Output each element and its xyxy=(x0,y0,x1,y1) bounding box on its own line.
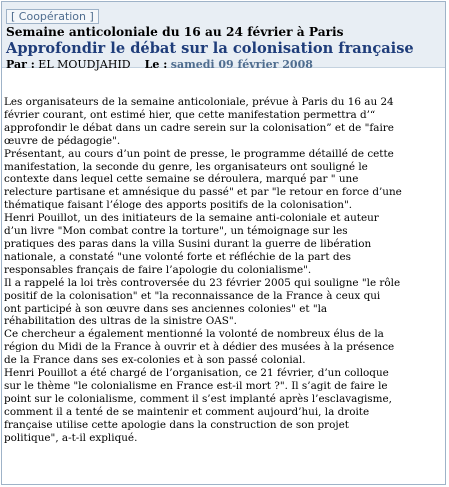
article-line: Les organisateurs de la semaine anticoloniale, prévue à Paris du 16 au 24 xyxy=(4,96,394,108)
article-line: thématique faisant l’éloge des apports positifs de la colonisation". xyxy=(4,199,353,212)
article-line: Présentant, au cours d’un point de presse, le programme détaillé de cette xyxy=(4,147,394,160)
article-line: de la France dans ses ex-colonies et à son passé colonial. xyxy=(4,354,306,367)
article-line: française utilise cette apologie dans la construction de son projet xyxy=(4,418,349,431)
article-line: Ce chercheur a également mentionné la volonté de nombreux élus de la xyxy=(4,328,384,341)
article-line: manifestation, la seconde du genre, les organisateurs ont souligné le xyxy=(4,160,368,173)
surtitre: Semaine anticoloniale du 16 au 24 février à Paris xyxy=(6,25,344,39)
article-line: réhabilitation des ultras de la sinistre OAS". xyxy=(4,315,237,328)
article-line: Henri Pouillot, un des initiateurs de la semaine anti-coloniale et auteur xyxy=(4,212,379,225)
article-line: Henri Pouillot a été chargé de l’organisation, ce 21 février, d’un colloque xyxy=(4,367,389,380)
byline xyxy=(6,58,441,72)
article-line: Il a rappelé la loi très controversée du 23 février 2005 qui souligne "le rôle xyxy=(4,276,401,289)
article-line: ont participé à son œuvre dans ses anciennes colonies" et "la xyxy=(4,302,328,315)
article-line: relecture partisane et amnésique du passé" et par "le retour en force d’une xyxy=(4,186,402,199)
page-title: Approfondir le débat sur la colonisation française xyxy=(6,40,414,57)
article-line: point sur le colonialisme, comment il s’est implanté après l’esclavagisme, xyxy=(4,392,392,405)
article-line: pratiques des paras dans la villa Susini durant la guerre de libération xyxy=(4,237,372,250)
article-line: politique", a-t-il expliqué. xyxy=(4,431,138,444)
article-line: positif de la colonisation" et "la reconnaissance de la France à ceux qui xyxy=(4,289,381,302)
article-header xyxy=(2,2,445,71)
rubrique-link[interactable]: [ Coopération ] xyxy=(6,9,99,24)
article-line: approfondir le débat dans un cadre serein sur la colonisation” et de "faire xyxy=(4,121,394,134)
article-line: responsables français de faire l’apologie du colonialisme". xyxy=(4,263,312,276)
publication-date: samedi 09 février 2008 xyxy=(170,58,313,71)
article-line: région du Midi de la France à ouvrir et à dédier des musées à la présence xyxy=(4,341,395,354)
article-line: contexte dans lequel cette semaine se déroulera, marqué par " une xyxy=(4,173,359,186)
article-line: sur le thème "le colonialisme en France est-il mort ?". Il s’agit de faire le xyxy=(4,379,388,392)
article-line: février courant, ont estimé hier, que cette manifestation permettra d’“ xyxy=(4,108,376,121)
article-line: d’un livre "Mon combat contre la torture", un témoignage sur les xyxy=(4,225,348,238)
author-name: EL MOUDJAHID xyxy=(38,58,131,71)
article-line: œuvre de pédagogie". xyxy=(4,134,121,147)
article-body xyxy=(4,96,444,444)
article-line: comment il a tenté de se maintenir et comment aujourd’hui, la droite xyxy=(4,405,370,418)
article-line: nationale, a constaté "une volonté forte et réfléchie de la part des xyxy=(4,250,351,263)
par-label: Par : xyxy=(6,58,35,71)
le-label: Le : xyxy=(144,58,168,71)
